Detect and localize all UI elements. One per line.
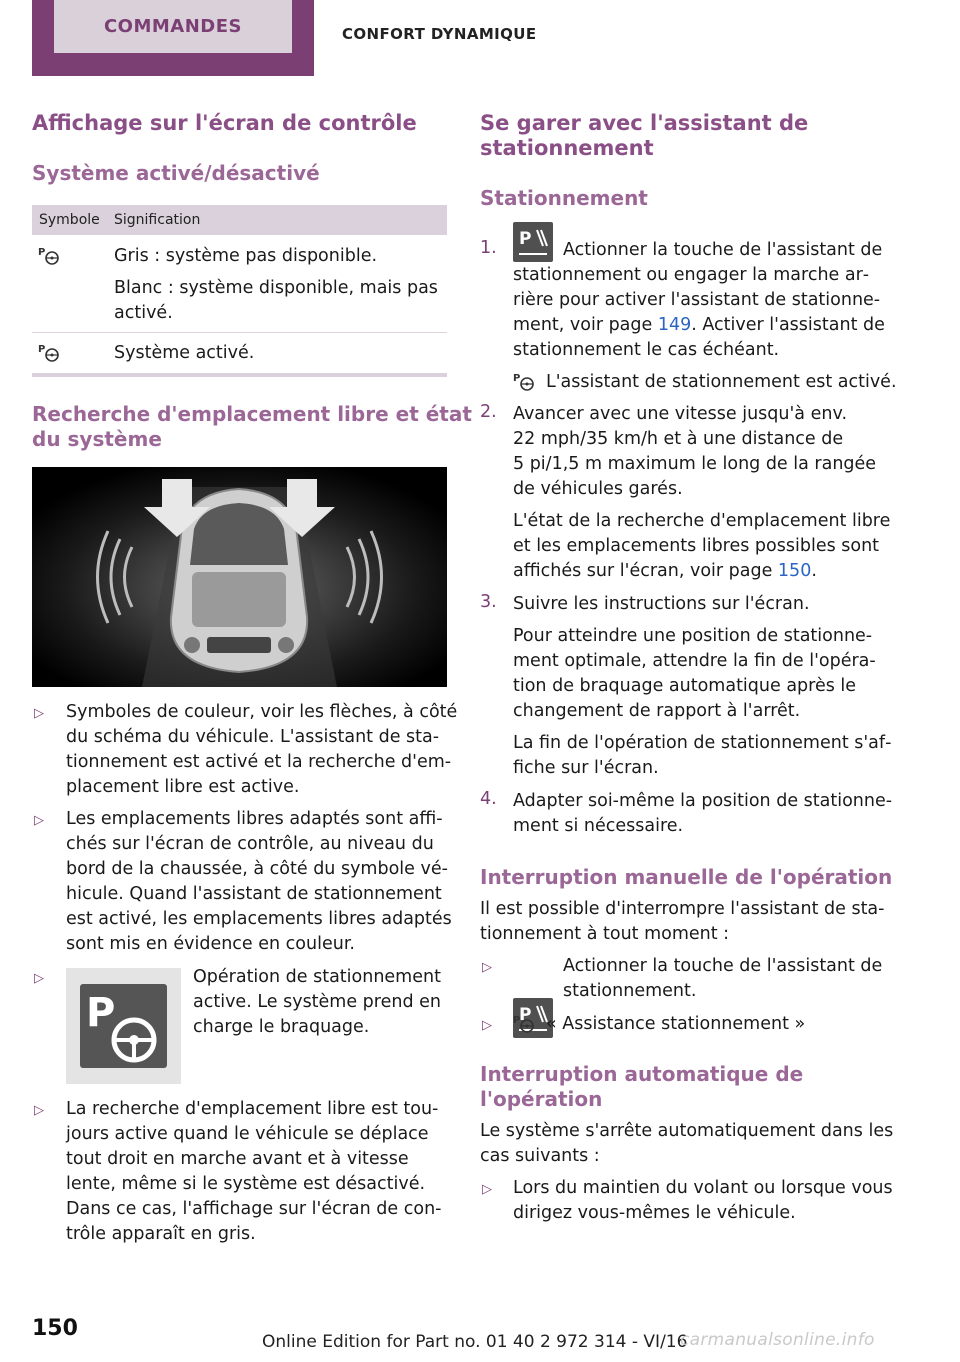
bullet-marker: ▷ — [34, 971, 44, 986]
step-number: 2. — [480, 402, 497, 422]
table-divider — [32, 332, 447, 333]
table-row1-line1: Gris : système pas disponible. — [114, 246, 378, 266]
svg-text:P: P — [86, 990, 116, 1036]
auto-para-line1: Le système s'arrête automatiquement dans les — [480, 1121, 894, 1141]
heading-display: Affichage sur l'écran de contrôle — [32, 111, 417, 135]
bullet-2-line2: chés sur l'écran de contrôle, au niveau du — [66, 834, 434, 854]
bullet-marker: ▷ — [482, 1018, 492, 1033]
step3-para1-line3: tion de braquage automatique après le — [513, 676, 857, 696]
header-tab-label: COMMANDES — [54, 0, 292, 53]
bullet-2-line1: Les emplacements libres adaptés sont affi‐ — [66, 809, 443, 829]
manual-para-line2: tionnement à tout moment : — [480, 924, 730, 944]
bullet-1-line1: Symboles de couleur, voir les flèches, à côté — [66, 702, 458, 722]
step-number: 1. — [480, 238, 497, 258]
heading-manual-interrupt: Interruption manuelle de l'opération — [480, 865, 893, 889]
auto-bullet1-line2: dirigez vous-mêmes le véhicule. — [513, 1203, 796, 1223]
bullet-1-line4: placement libre est active. — [66, 777, 300, 797]
col-meaning: Signification — [114, 212, 201, 228]
step2-line4: de véhicules garés. — [513, 479, 683, 499]
svg-text:P: P — [519, 1005, 532, 1025]
parking-assist-active-icon — [513, 1013, 535, 1035]
step1-line1: Actionner la touche de l'assistant de — [563, 240, 883, 260]
auto-para-line2: cas suivants : — [480, 1146, 600, 1166]
svg-text:P: P — [513, 1015, 521, 1026]
bullet-3-line2: active. Le système prend en — [193, 992, 441, 1012]
step3-para1-line2: ment optimale, attendre la fin de l'opéra‐ — [513, 651, 876, 671]
parking-button-icon — [513, 222, 553, 262]
heading-park-line1: Se garer avec l'assistant de — [480, 111, 809, 135]
parking-assist-active-icon — [38, 342, 60, 364]
step1-line3: rière pour activer l'assistant de stationne‐ — [513, 290, 881, 310]
parking-assist-button-icon — [513, 222, 553, 262]
step1-note: L'assistant de stationnement est activé. — [546, 372, 897, 392]
vehicle-diagram-icon — [32, 467, 447, 687]
parking-active-symbol — [66, 968, 181, 1084]
heading-auto-interrupt-line1: Interruption automatique de — [480, 1062, 804, 1086]
step-number: 4. — [480, 789, 497, 809]
parking-assist-icon — [38, 245, 60, 267]
manual-bullet2-text: « Assistance stationnement » — [546, 1014, 806, 1034]
step2-line2: 22 mph/35 km/h et à une distance de — [513, 429, 844, 449]
step1-line4 — [513, 313, 885, 338]
auto-bullet1-line1: Lors du maintien du volant ou lorsque vous — [513, 1178, 893, 1198]
heading-search-line1: Recherche d'emplacement libre et état — [32, 402, 472, 426]
step3-para2-line2: fiche sur l'écran. — [513, 758, 659, 778]
bullet-1-line2: du schéma du véhicule. L'assistant de sta‐ — [66, 727, 440, 747]
table-row1-line2b: activé. — [114, 303, 173, 323]
bullet-marker: ▷ — [34, 813, 44, 828]
page-link-149[interactable]: 149 — [657, 315, 692, 335]
bullet-2-line4: hicule. Quand l'assistant de stationnement — [66, 884, 442, 904]
bullet-4-line6: trôle apparaît en gris. — [66, 1224, 256, 1244]
svg-text:P: P — [519, 229, 532, 249]
step2-para-line1: L'état de la recherche d'emplacement libre — [513, 511, 891, 531]
bullet-3-line3: charge le braquage. — [193, 1017, 370, 1037]
page-number: 150 — [32, 1316, 78, 1341]
step3-para1-line1: Pour atteindre une position de stationne‐ — [513, 626, 873, 646]
edition-note: Online Edition for Part no. 01 40 2 972 314 - VI/16 — [262, 1332, 688, 1352]
table-row2-text: Système activé. — [114, 343, 255, 363]
heading-stationnement: Stationnement — [480, 186, 648, 210]
step3-para1-line4: changement de rapport à l'arrêt. — [513, 701, 801, 721]
manual-para-line1: Il est possible d'interrompre l'assistant de sta‐ — [480, 899, 885, 919]
step1-line5: stationnement le cas échéant. — [513, 340, 780, 360]
table-header — [32, 205, 447, 235]
heading-system-status: Système activé/désactivé — [32, 161, 320, 185]
bullet-marker: ▷ — [34, 1103, 44, 1118]
manual-bullet1-line1: Actionner la touche de l'assistant de — [563, 956, 883, 976]
table-bottom-rule — [32, 373, 447, 377]
svg-text:P: P — [38, 344, 46, 355]
step3-line1: Suivre les instructions sur l'écran. — [513, 594, 810, 614]
bullet-1-line3: tionnement est activé et la recherche d'em‐ — [66, 752, 452, 772]
bullet-marker: ▷ — [482, 960, 492, 975]
step1-line4-text: ment, voir page — [513, 315, 658, 335]
step4-line2: ment si nécessaire. — [513, 816, 684, 836]
parking-steering-icon — [66, 968, 181, 1084]
svg-text:P: P — [513, 373, 521, 384]
step2-line1: Avancer avec une vitesse jusqu'à env. — [513, 404, 848, 424]
parking-search-illustration — [32, 467, 447, 687]
step1-line4-text-end: . Activer l'assistant de — [691, 315, 885, 335]
heading-park-line2: stationnement — [480, 136, 654, 160]
step3-para2-line1: La fin de l'opération de stationnement s'af‐ — [513, 733, 892, 753]
bullet-4-line3: tout droit en marche avant et à vitesse — [66, 1149, 409, 1169]
bullet-4-line4: lente, même si le système est désactivé. — [66, 1174, 426, 1194]
bullet-marker: ▷ — [34, 706, 44, 721]
bullet-4-line2: jours active quand le véhicule se déplace — [66, 1124, 429, 1144]
step4-line1: Adapter soi-même la position de stationne‐ — [513, 791, 893, 811]
step2-para-end: . — [811, 561, 817, 581]
step-number: 3. — [480, 592, 497, 612]
header-tab-commandes — [32, 0, 314, 76]
bullet-3-line1: Opération de stationnement — [193, 967, 441, 987]
heading-search-line2: du système — [32, 427, 162, 451]
page-link-150[interactable]: 150 — [777, 561, 812, 581]
step1-line2: stationnement ou engager la marche ar‐ — [513, 265, 870, 285]
bullet-4-line5: Dans ce cas, l'affichage sur l'écran de con‐ — [66, 1199, 442, 1219]
step2-para-line3 — [513, 559, 817, 584]
bullet-2-line6: sont mis en évidence en couleur. — [66, 934, 355, 954]
bullet-2-line5: est activé, les emplacements libres adaptés — [66, 909, 452, 929]
step2-line3: 5 pi/1,5 m maximum le long de la rangée — [513, 454, 877, 474]
bullet-4-line1: La recherche d'emplacement libre est tou‐ — [66, 1099, 439, 1119]
step2-para-text: affichés sur l'écran, voir page — [513, 561, 778, 581]
section-title: CONFORT DYNAMIQUE — [342, 25, 537, 43]
parking-assist-active-icon — [513, 371, 535, 393]
watermark: carmanualsonline.info — [680, 1330, 875, 1350]
table-row1-line2a: Blanc : système disponible, mais pas — [114, 278, 438, 298]
heading-auto-interrupt-line2: l'opération — [480, 1087, 603, 1111]
step2-para-line2: et les emplacements libres possibles sont — [513, 536, 880, 556]
svg-text:P: P — [38, 247, 46, 258]
manual-bullet1-line2: stationnement. — [563, 981, 697, 1001]
col-symbol: Symbole — [39, 212, 100, 228]
bullet-2-line3: bord de la chaussée, à côté du symbole vé‐ — [66, 859, 448, 879]
bullet-marker: ▷ — [482, 1182, 492, 1197]
